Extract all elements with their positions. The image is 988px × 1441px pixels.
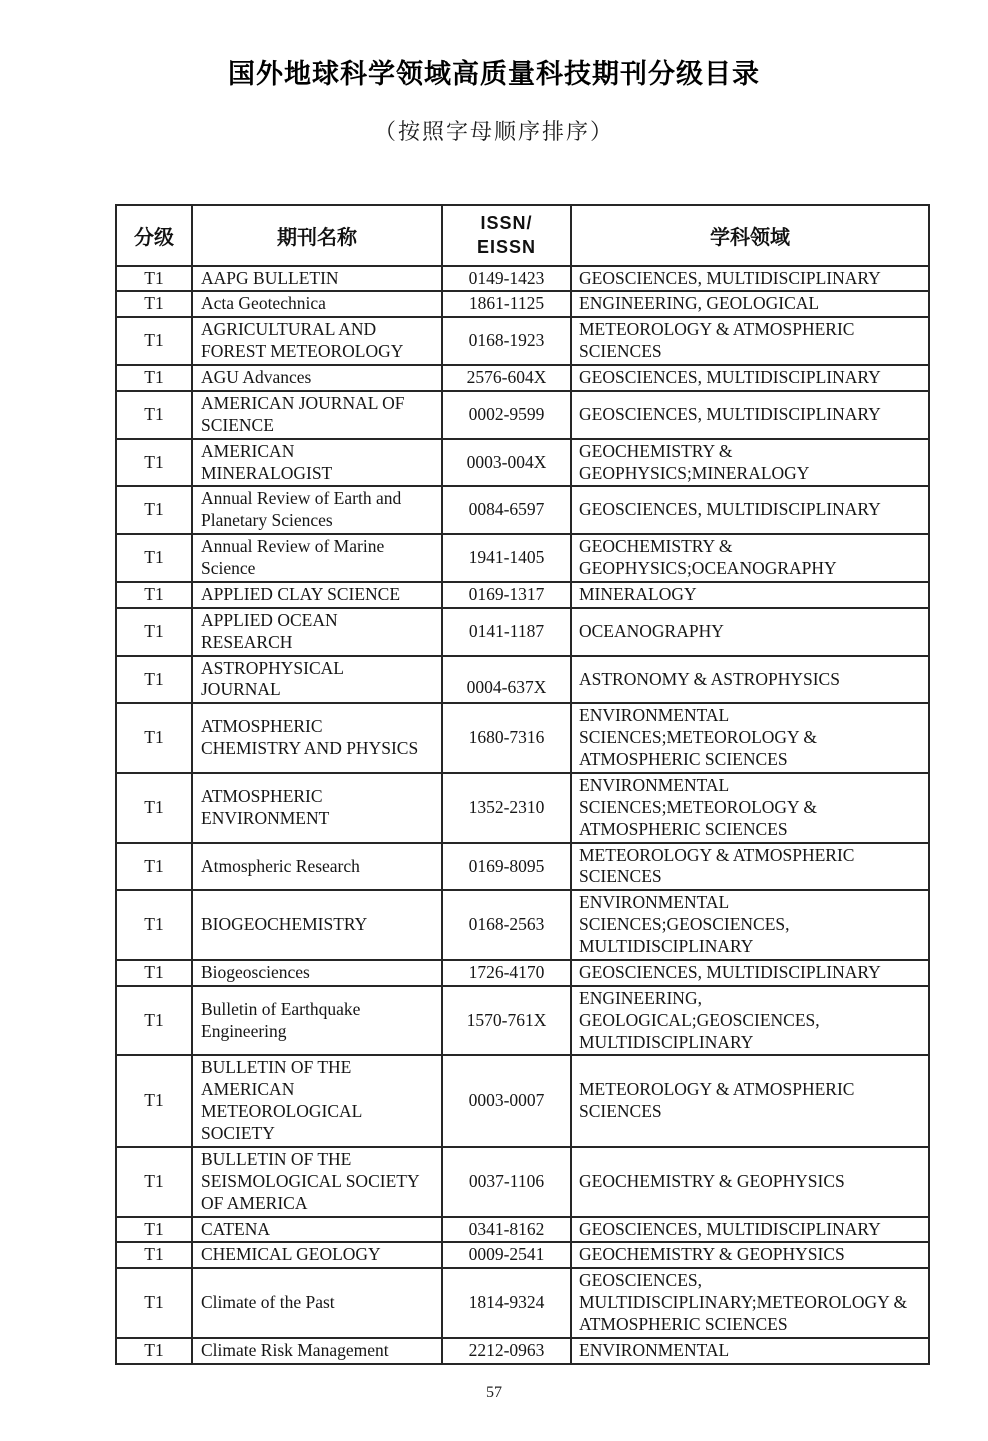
subject-area-cell: ENGINEERING, GEOLOGICAL xyxy=(571,291,929,317)
header-issn-line2: EISSN xyxy=(476,237,537,258)
subject-area-cell: METEOROLOGY & ATMOSPHERIC SCIENCES xyxy=(571,317,929,365)
level-cell: T1 xyxy=(116,890,192,960)
subject-area-cell: ENVIRONMENTAL SCIENCES;GEOSCIENCES, MULTIDISCIPLINARY xyxy=(571,890,929,960)
level-cell: T1 xyxy=(116,582,192,608)
issn-cell: 0168-2563 xyxy=(442,890,571,960)
issn-cell: 0009-2541 xyxy=(442,1242,571,1268)
table-row xyxy=(116,365,929,391)
level-cell: T1 xyxy=(116,365,192,391)
subject-area-cell: ENVIRONMENTAL SCIENCES;METEOROLOGY & ATMOSPHERIC SCIENCES xyxy=(571,773,929,843)
level-cell: T1 xyxy=(116,773,192,843)
subject-area-cell: GEOCHEMISTRY & GEOPHYSICS;MINERALOGY xyxy=(571,439,929,487)
journal-table xyxy=(115,204,930,1365)
table-row xyxy=(116,1055,929,1147)
journal-name-cell: AMERICAN JOURNAL OF SCIENCE xyxy=(192,391,442,439)
subject-area-cell: GEOSCIENCES, MULTIDISCIPLINARY xyxy=(571,1217,929,1243)
journal-name-cell: Biogeosciences xyxy=(192,960,442,986)
level-cell: T1 xyxy=(116,1055,192,1147)
table-row xyxy=(116,656,929,704)
table-row xyxy=(116,703,929,773)
issn-cell: 0002-9599 xyxy=(442,391,571,439)
page-title: 国外地球科学领域高质量科技期刊分级目录 xyxy=(228,59,760,89)
issn-cell: 0003-0007 xyxy=(442,1055,571,1147)
level-cell: T1 xyxy=(116,391,192,439)
journal-name-cell: ASTROPHYSICAL JOURNAL xyxy=(192,656,442,704)
table-row xyxy=(116,1338,929,1364)
header-journal-name: 期刊名称 xyxy=(192,205,442,266)
journal-name-cell: AAPG BULLETIN xyxy=(192,266,442,292)
subject-area-cell: METEOROLOGY & ATMOSPHERIC SCIENCES xyxy=(571,1055,929,1147)
level-cell: T1 xyxy=(116,1147,192,1217)
issn-cell: 1726-4170 xyxy=(442,960,571,986)
table-row xyxy=(116,960,929,986)
table-row xyxy=(116,266,929,292)
journal-name-cell: AMERICAN MINERALOGIST xyxy=(192,439,442,487)
subject-area-cell: ASTRONOMY & ASTROPHYSICS xyxy=(571,656,929,704)
journal-name-cell: CHEMICAL GEOLOGY xyxy=(192,1242,442,1268)
level-cell: T1 xyxy=(116,439,192,487)
journal-name-cell: CATENA xyxy=(192,1217,442,1243)
journal-name-cell: BULLETIN OF THE SEISMOLOGICAL SOCIETY OF AMERICA xyxy=(192,1147,442,1217)
journal-name-cell: BIOGEOCHEMISTRY xyxy=(192,890,442,960)
level-cell: T1 xyxy=(116,291,192,317)
table-row xyxy=(116,1268,929,1338)
issn-cell: 0003-004X xyxy=(442,439,571,487)
issn-cell: 1680-7316 xyxy=(442,703,571,773)
journal-name-cell: AGU Advances xyxy=(192,365,442,391)
table-row xyxy=(116,582,929,608)
table-row xyxy=(116,608,929,656)
level-cell: T1 xyxy=(116,486,192,534)
journal-name-cell: AGRICULTURAL AND FOREST METEOROLOGY xyxy=(192,317,442,365)
table-row xyxy=(116,439,929,487)
header-issn-line1: ISSN/ xyxy=(480,213,533,233)
subject-area-cell: ENGINEERING, GEOLOGICAL;GEOSCIENCES, MULTIDISCIPLINARY xyxy=(571,986,929,1056)
level-cell: T1 xyxy=(116,1217,192,1243)
issn-cell: 0141-1187 xyxy=(442,608,571,656)
journal-table-body xyxy=(116,266,929,1364)
issn-cell: 0169-8095 xyxy=(442,843,571,891)
issn-cell: 0004-637X xyxy=(442,656,571,704)
journal-name-cell: Climate Risk Management xyxy=(192,1338,442,1364)
header-level: 分级 xyxy=(116,205,192,266)
issn-cell: 2576-604X xyxy=(442,365,571,391)
subject-area-cell: GEOSCIENCES, MULTIDISCIPLINARY xyxy=(571,486,929,534)
table-row xyxy=(116,1147,929,1217)
level-cell: T1 xyxy=(116,656,192,704)
journal-name-cell: Climate of the Past xyxy=(192,1268,442,1338)
issn-cell: 1941-1405 xyxy=(442,534,571,582)
header-subject-area: 学科领域 xyxy=(571,205,929,266)
subject-area-cell: GEOSCIENCES, MULTIDISCIPLINARY xyxy=(571,365,929,391)
subject-area-cell: GEOCHEMISTRY & GEOPHYSICS xyxy=(571,1242,929,1268)
level-cell: T1 xyxy=(116,1242,192,1268)
subject-area-cell: MINERALOGY xyxy=(571,582,929,608)
subject-area-cell: METEOROLOGY & ATMOSPHERIC SCIENCES xyxy=(571,843,929,891)
level-cell: T1 xyxy=(116,703,192,773)
level-cell: T1 xyxy=(116,1338,192,1364)
journal-name-cell: Atmospheric Research xyxy=(192,843,442,891)
journal-name-cell: Annual Review of Marine Science xyxy=(192,534,442,582)
issn-cell: 1352-2310 xyxy=(442,773,571,843)
table-row xyxy=(116,843,929,891)
level-cell: T1 xyxy=(116,986,192,1056)
journal-name-cell: ATMOSPHERIC ENVIRONMENT xyxy=(192,773,442,843)
level-cell: T1 xyxy=(116,317,192,365)
subject-area-cell: ENVIRONMENTAL SCIENCES;METEOROLOGY & ATMOSPHERIC SCIENCES xyxy=(571,703,929,773)
subject-area-cell: ENVIRONMENTAL xyxy=(571,1338,929,1364)
table-row xyxy=(116,986,929,1056)
issn-cell: 0084-6597 xyxy=(442,486,571,534)
page-number: 57 xyxy=(486,1383,502,1401)
subject-area-cell: GEOCHEMISTRY & GEOPHYSICS;OCEANOGRAPHY xyxy=(571,534,929,582)
subject-area-cell: GEOSCIENCES, MULTIDISCIPLINARY xyxy=(571,960,929,986)
issn-cell: 0168-1923 xyxy=(442,317,571,365)
issn-cell: 0169-1317 xyxy=(442,582,571,608)
table-row xyxy=(116,1242,929,1268)
level-cell: T1 xyxy=(116,608,192,656)
issn-cell: 1570-761X xyxy=(442,986,571,1056)
issn-cell: 0149-1423 xyxy=(442,266,571,292)
page-subtitle: （按照字母顺序排序） xyxy=(373,119,614,144)
table-row xyxy=(116,534,929,582)
header-issn-eissn xyxy=(442,205,571,266)
level-cell: T1 xyxy=(116,266,192,292)
table-row xyxy=(116,291,929,317)
table-row xyxy=(116,486,929,534)
level-cell: T1 xyxy=(116,534,192,582)
issn-cell: 2212-0963 xyxy=(442,1338,571,1364)
journal-name-cell: Annual Review of Earth and Planetary Sciences xyxy=(192,486,442,534)
journal-name-cell: APPLIED CLAY SCIENCE xyxy=(192,582,442,608)
table-header-row xyxy=(116,205,929,266)
issn-cell: 1814-9324 xyxy=(442,1268,571,1338)
issn-cell: 1861-1125 xyxy=(442,291,571,317)
subject-area-cell: GEOCHEMISTRY & GEOPHYSICS xyxy=(571,1147,929,1217)
subject-area-cell: GEOSCIENCES, MULTIDISCIPLINARY xyxy=(571,391,929,439)
subject-area-cell: GEOSCIENCES, MULTIDISCIPLINARY;METEOROLOGY & ATMOSPHERIC SCIENCES xyxy=(571,1268,929,1338)
level-cell: T1 xyxy=(116,960,192,986)
journal-name-cell: Acta Geotechnica xyxy=(192,291,442,317)
table-row xyxy=(116,1217,929,1243)
journal-name-cell: ATMOSPHERIC CHEMISTRY AND PHYSICS xyxy=(192,703,442,773)
table-row xyxy=(116,317,929,365)
table-row xyxy=(116,391,929,439)
issn-cell: 0341-8162 xyxy=(442,1217,571,1243)
table-row xyxy=(116,890,929,960)
journal-name-cell: APPLIED OCEAN RESEARCH xyxy=(192,608,442,656)
subject-area-cell: OCEANOGRAPHY xyxy=(571,608,929,656)
level-cell: T1 xyxy=(116,1268,192,1338)
table-row xyxy=(116,773,929,843)
level-cell: T1 xyxy=(116,843,192,891)
issn-cell: 0037-1106 xyxy=(442,1147,571,1217)
journal-name-cell: BULLETIN OF THE AMERICAN METEOROLOGICAL SOCIETY xyxy=(192,1055,442,1147)
journal-name-cell: Bulletin of Earthquake Engineering xyxy=(192,986,442,1056)
subject-area-cell: GEOSCIENCES, MULTIDISCIPLINARY xyxy=(571,266,929,292)
